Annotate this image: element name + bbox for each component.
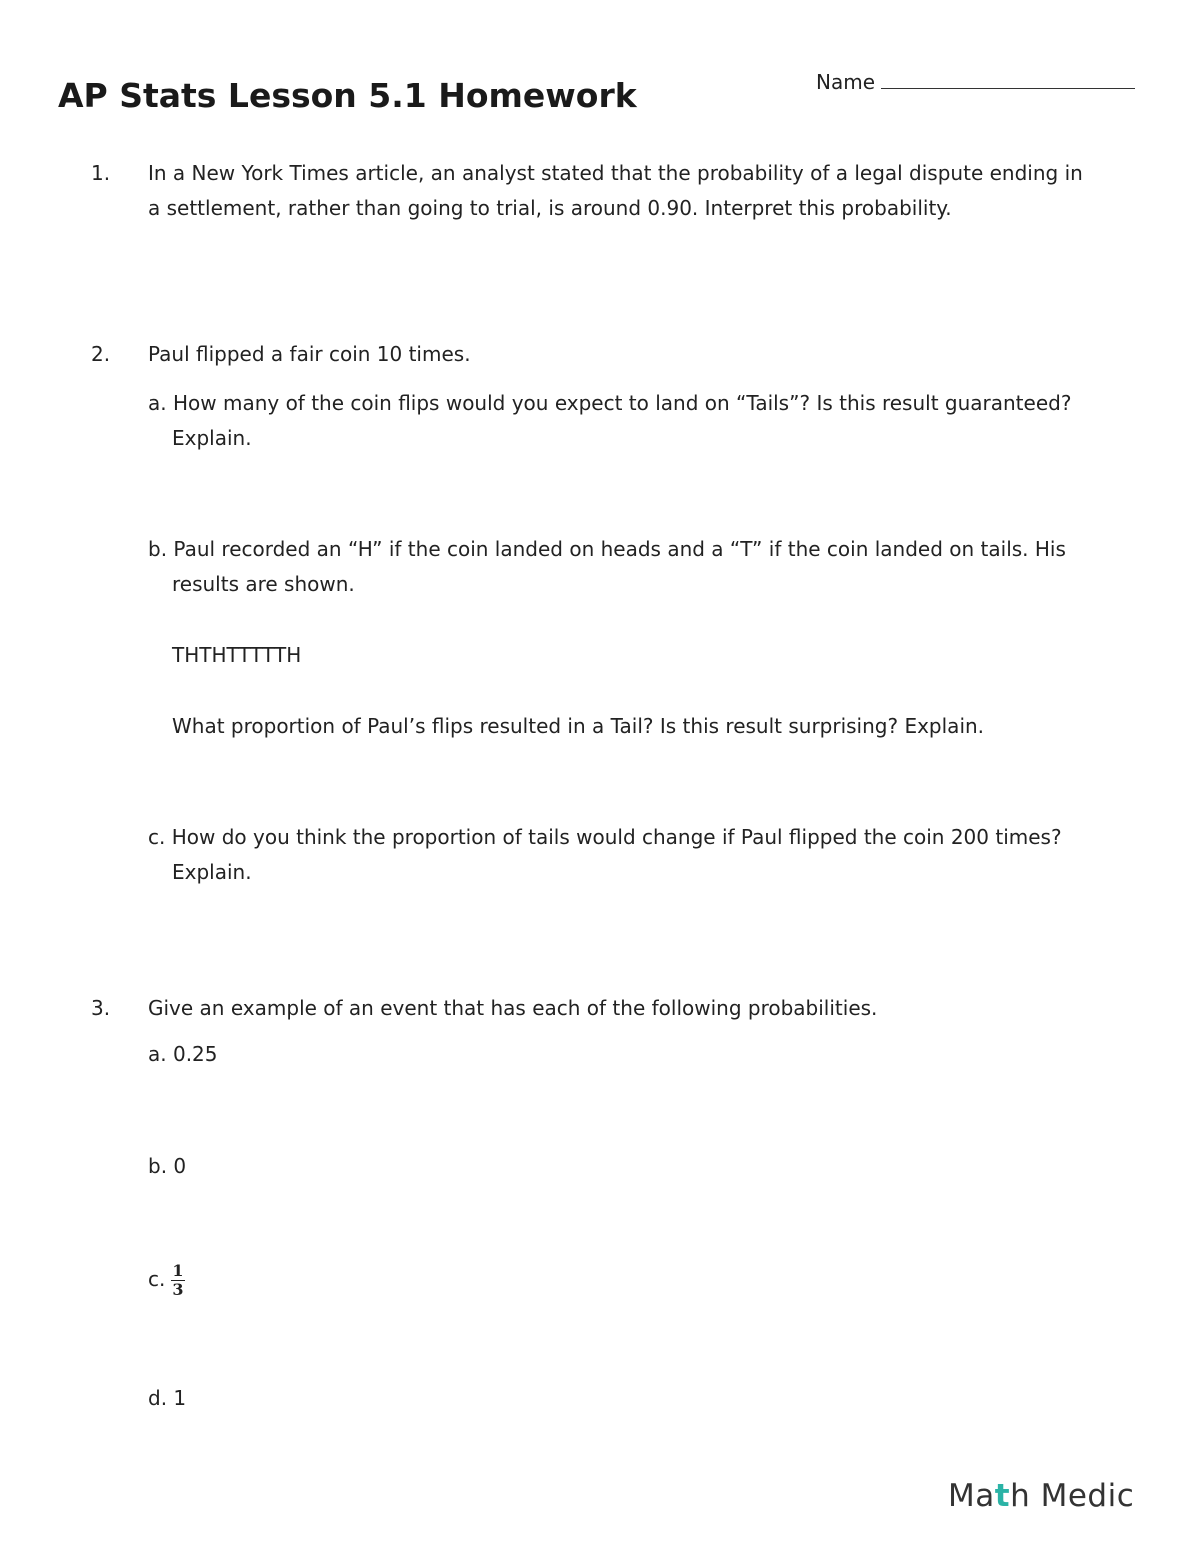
coin-flip-sequence: THTHTTTTTH [172,643,302,667]
question-3-stem: Give an example of an event that has each of the following probabilities. [148,996,878,1020]
question-2a-line-1: a. How many of the coin flips would you expect to land on “Tails”? Is this result guaranteed? [148,391,1072,415]
question-2b-line-2: results are shown. [172,572,355,596]
logo-text-start: Ma [948,1478,995,1514]
question-3b: b. 0 [148,1154,187,1178]
question-2b-question: What proportion of Paul’s flips resulted in a Tail? Is this result surprising? Explain. [172,714,985,738]
question-3c-label: c. [148,1267,166,1291]
fraction-denominator: 3 [172,1280,184,1299]
question-1-number: 1. [91,161,111,185]
fraction-numerator: 1 [172,1261,184,1280]
name-label: Name [816,70,876,94]
question-3a: a. 0.25 [148,1042,218,1066]
question-3d: d. 1 [148,1386,187,1410]
question-3c [148,1262,185,1299]
fraction-one-third [171,1262,184,1299]
logo-text-end: h Medic [1010,1478,1135,1514]
logo-cross-t: t [994,1478,1011,1514]
question-2-number: 2. [91,342,111,366]
page-title: AP Stats Lesson 5.1 Homework [58,76,637,115]
question-2b-line-1: b. Paul recorded an “H” if the coin landed on heads and a “T” if the coin landed on tails. His [148,537,1066,561]
question-1-line-1: In a New York Times article, an analyst stated that the probability of a legal dispute ending in [148,161,1083,185]
question-2c-line-2: Explain. [172,860,252,884]
question-1-line-2: a settlement, rather than going to trial, is around 0.90. Interpret this probability. [148,196,952,220]
name-blank-line[interactable] [881,70,1135,89]
question-3-number: 3. [91,996,111,1020]
question-2c-line-1: c. How do you think the proportion of tails would change if Paul flipped the coin 200 times? [148,825,1062,849]
question-2-stem: Paul flipped a fair coin 10 times. [148,342,471,366]
name-field[interactable] [816,70,1135,94]
math-medic-logo [948,1478,1134,1514]
question-2a-line-2: Explain. [172,426,252,450]
